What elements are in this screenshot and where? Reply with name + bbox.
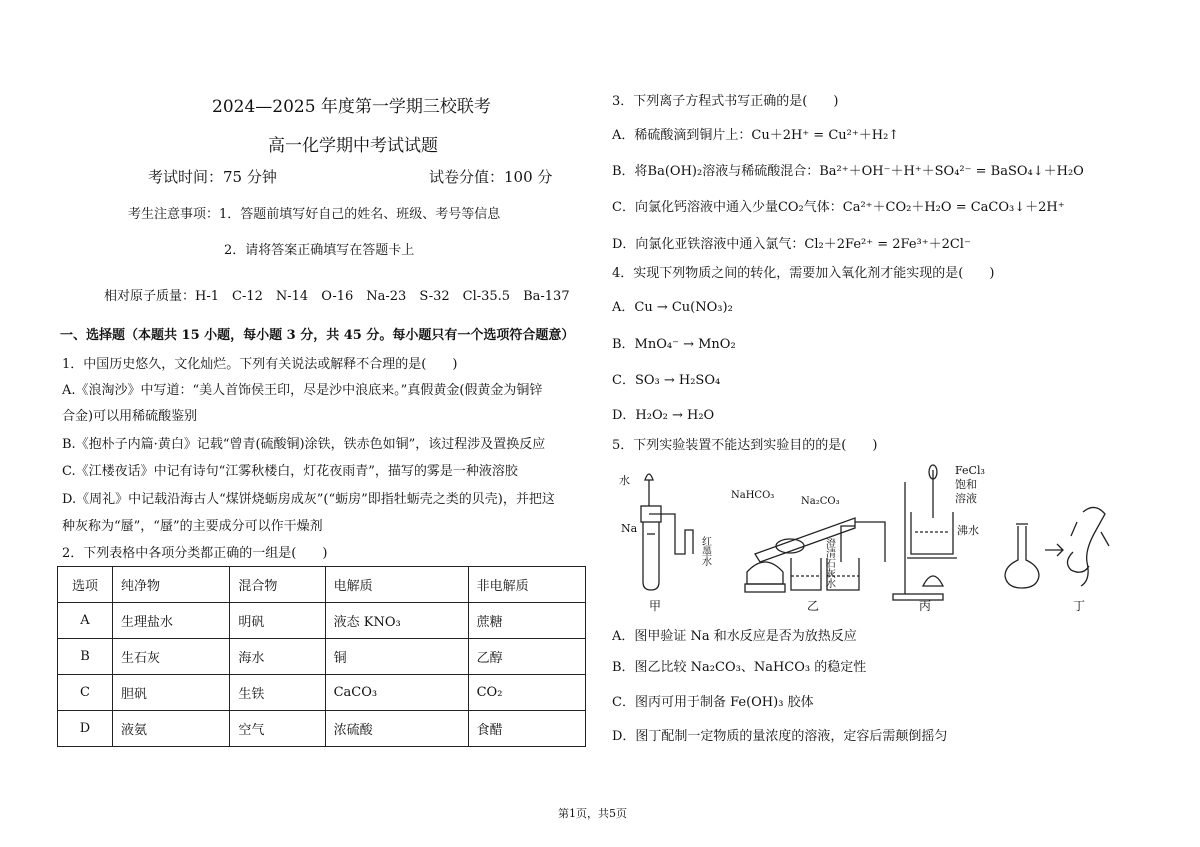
figure-label-ding: 丁 (1073, 599, 1086, 612)
table-cell: 铜 (325, 639, 468, 675)
q4-option-d: D．H₂O₂ → H₂O (612, 408, 715, 423)
table-cell: 液态 KNO₃ (325, 603, 468, 639)
table-cell: 胆矾 (113, 675, 230, 711)
table-cell: 空气 (230, 711, 325, 747)
table-cell: A (58, 603, 113, 639)
table-cell: 生理盐水 (113, 603, 230, 639)
apparatus-jia (619, 473, 712, 612)
table-row (58, 639, 586, 675)
q1-option-c: C.《江楼夜话》中记有诗句“江雾秋楼白，灯花夜雨青”，描写的雾是一种液溶胶 (62, 464, 518, 479)
label-na2co3: Na₂CO₃ (801, 496, 840, 507)
table-row (58, 603, 586, 639)
table-header-row (58, 567, 586, 603)
q2-stem: 2．下列表格中各项分类都正确的一组是( ) (62, 546, 328, 561)
exam-time: 考试时间：75 分钟 (148, 168, 277, 186)
q1-option-d-line1: D.《周礼》中记载沿海古人“煤饼烧蛎房成灰”(“蛎房”即指牡蛎壳之类的贝壳)，并把这 (62, 492, 555, 507)
q3-option-b: B．将Ba(OH)₂溶液与稀硫酸混合：Ba²⁺＋OH⁻＋H⁺＋SO₄²⁻ = BaSO₄↓＋H₂O (612, 164, 1084, 179)
figure-label-bing: 丙 (919, 599, 932, 612)
table-row (58, 711, 586, 747)
q1-option-a-line2: 合金)可以用稀硫酸鉴别 (62, 409, 198, 424)
table-cell: D (58, 711, 113, 747)
q5-option-c: C．图丙可用于制备 Fe(OH)₃ 胶体 (612, 695, 814, 710)
table-cell: 乙醇 (468, 639, 585, 675)
table-cell: 海水 (230, 639, 325, 675)
table-header-cell: 纯净物 (113, 567, 230, 603)
label-saturated: 饱和 (955, 478, 977, 491)
label-boiling-water: 沸水 (957, 524, 979, 537)
table-cell: B (58, 639, 113, 675)
page-footer: 第1页，共5页 (558, 807, 627, 820)
q3-option-c: C．向氯化钙溶液中通入少量CO₂气体：Ca²⁺＋CO₂＋H₂O = CaCO₃↓＋2H⁺ (612, 200, 1065, 215)
q5-apparatus-figure (615, 462, 1140, 612)
apparatus-yi (731, 490, 885, 612)
exam-notes-1: 考生注意事项：1．答题前填写好自己的姓名、班级、考号等信息 (128, 207, 501, 222)
table-cell: 生石灰 (113, 639, 230, 675)
table-cell: C (58, 675, 113, 711)
exam-title-line2: 高一化学期中考试试题 (268, 136, 438, 156)
q1-stem: 1．中国历史悠久，文化灿烂。下列有关说法或解释不合理的是( ) (62, 357, 458, 372)
table-row (58, 675, 586, 711)
table-header-cell: 选项 (58, 567, 113, 603)
q5-option-b: B．图乙比较 Na₂CO₃、NaHCO₃ 的稳定性 (612, 660, 867, 675)
table-cell: 浓硫酸 (325, 711, 468, 747)
q3-option-d: D．向氯化亚铁溶液中通入氯气：Cl₂＋2Fe²⁺ = 2Fe³⁺＋2Cl⁻ (612, 237, 971, 252)
table-header-cell: 非电解质 (468, 567, 585, 603)
table-cell: 蔗糖 (468, 603, 585, 639)
table-header-cell: 混合物 (230, 567, 325, 603)
q4-option-b: B．MnO₄⁻ → MnO₂ (612, 337, 736, 352)
figure-label-yi: 乙 (807, 599, 820, 612)
figure-label-jia: 甲 (649, 599, 662, 612)
table-cell: CaCO₃ (325, 675, 468, 711)
q4-option-a: A．Cu → Cu(NO₃)₂ (612, 300, 733, 315)
label-solution: 溶液 (955, 492, 977, 505)
table-cell: 食醋 (468, 711, 585, 747)
table-cell: 明矾 (230, 603, 325, 639)
q5-option-d: D．图丁配制一定物质的量浓度的溶液，定容后需颠倒摇匀 (612, 729, 948, 744)
q3-stem: 3．下列离子方程式书写正确的是( ) (612, 94, 839, 109)
label-water: 水 (619, 474, 630, 487)
q4-option-c: C．SO₃ → H₂SO₄ (612, 373, 721, 388)
apparatus-bing (893, 464, 985, 612)
exam-notes-2: 2．请将答案正确填写在答题卡上 (224, 243, 415, 258)
label-red-ink: 红墨水 (699, 536, 711, 566)
q4-stem: 4．实现下列物质之间的转化，需要加入氧化剂才能实现的是( ) (612, 266, 995, 281)
q3-option-a: A．稀硫酸滴到铜片上：Cu＋2H⁺ = Cu²⁺＋H₂↑ (612, 128, 900, 143)
q1-option-d-line2: 种灰称为“蜃”，“蜃”的主要成分可以作干燥剂 (62, 519, 323, 534)
table-header-cell: 电解质 (325, 567, 468, 603)
table-cell: CO₂ (468, 675, 585, 711)
q1-option-b: B.《抱朴子内篇·黄白》记载“曾青(硫酸铜)涂铁，铁赤色如铜”，该过程涉及置换反应 (62, 437, 546, 452)
q5-stem: 5．下列实验装置不能达到实验目的的是( ) (612, 438, 878, 453)
q2-classification-table (57, 566, 586, 747)
q1-option-a-line1: A.《浪淘沙》中写道：“美人首饰侯王印，尽是沙中浪底来。”真假黄金(假黄金为铜锌 (62, 383, 543, 398)
apparatus-ding (1005, 507, 1109, 612)
table-cell: 生铁 (230, 675, 325, 711)
exam-title-line1: 2024—2025 年度第一学期三校联考 (212, 97, 491, 117)
label-fecl3: FeCl₃ (955, 464, 985, 477)
table-cell: 液氨 (113, 711, 230, 747)
atomic-masses: 相对原子质量：H-1 C-12 N-14 O-16 Na-23 S-32 Cl-35.5 Ba-137 (104, 289, 570, 304)
q5-option-a: A．图甲验证 Na 和水反应是否为放热反应 (612, 629, 857, 644)
section-heading: 一、选择题（本题共 15 小题，每小题 3 分，共 45 分。每小题只有一个选项符合题意） (60, 328, 575, 343)
exam-score: 试卷分值：100 分 (429, 168, 553, 186)
label-limewater: 澄清石灰水 (823, 538, 835, 588)
label-nahco3: NaHCO₃ (731, 490, 775, 501)
label-na: Na (621, 522, 638, 535)
